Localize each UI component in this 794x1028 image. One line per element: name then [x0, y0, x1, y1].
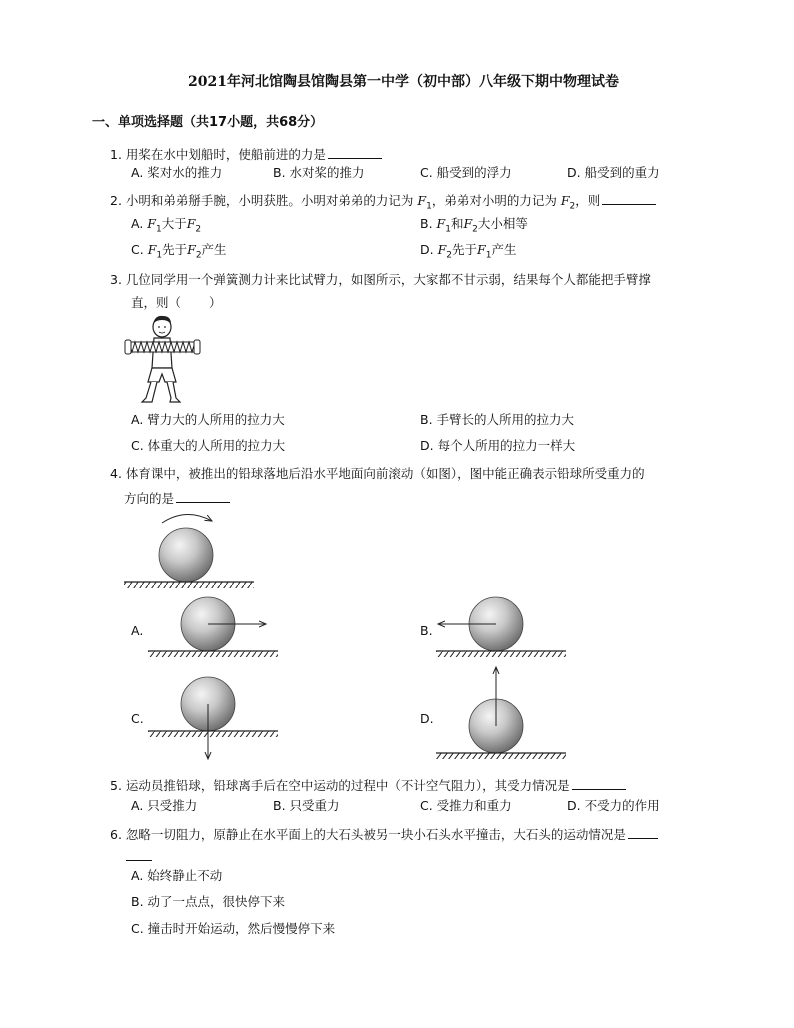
question-1-stem: 1. 用桨在水中划船时，使船前进的力是	[110, 146, 382, 162]
q3-option-b[interactable]: B. 手臂长的人所用的拉力大	[420, 412, 575, 427]
q1-option-c[interactable]: C. 船受到的浮力	[420, 165, 512, 180]
q2-option-c[interactable]: C. $F_1$先于$F_2$产生	[131, 242, 227, 261]
q5-option-d[interactable]: D. 不受力的作用	[567, 798, 660, 813]
q2-option-a[interactable]: A. $F_1$大于$F_2$	[131, 216, 202, 235]
ball-arrow-up-figure[interactable]	[436, 664, 566, 766]
q6-option-a[interactable]: A. 始终静止不动	[131, 868, 223, 883]
answer-blank[interactable]	[628, 826, 658, 839]
q4-option-c[interactable]: C.	[131, 711, 144, 726]
q1-option-b[interactable]: B. 水对桨的推力	[273, 165, 365, 180]
answer-blank[interactable]	[176, 490, 230, 503]
ball-arrow-right-figure[interactable]	[148, 596, 278, 660]
question-3-stem-line2: 直，则（ ）	[131, 295, 222, 310]
answer-blank[interactable]	[602, 192, 656, 205]
question-5-stem: 5. 运动员推铅球，铅球离手后在空中运动的过程中（不计空气阻力），其受力情况是	[110, 777, 626, 793]
answer-blank[interactable]	[572, 777, 626, 790]
q3-option-d[interactable]: D. 每个人所用的拉力一样大	[420, 438, 576, 453]
q4-option-a[interactable]: A.	[131, 623, 144, 638]
q4-option-d[interactable]: D.	[420, 711, 434, 726]
rolling-ball-figure	[124, 505, 254, 587]
q6-option-c[interactable]: C. 撞击时开始运动，然后慢慢停下来	[131, 921, 336, 936]
q6-option-b[interactable]: B. 动了一点点，很快停下来	[131, 894, 286, 909]
q5-option-c[interactable]: C. 受推力和重力	[420, 798, 512, 813]
question-4-stem-line1: 4. 体育课中，被推出的铅球落地后沿水平地面向前滚动（如图），图中能正确表示铅球所受重力的	[110, 466, 645, 481]
spring-scale-person-figure	[124, 314, 204, 406]
q1-option-a[interactable]: A. 桨对水的推力	[131, 165, 223, 180]
answer-blank[interactable]	[328, 146, 382, 159]
q5-option-a[interactable]: A. 只受推力	[131, 798, 198, 813]
q3-option-c[interactable]: C. 体重大的人所用的拉力大	[131, 438, 286, 453]
question-4-stem-line2: 方向的是	[124, 490, 230, 506]
q2-option-d[interactable]: D. $F_2$先于$F_1$产生	[420, 242, 517, 261]
answer-blank-continued[interactable]	[126, 848, 152, 861]
q4-option-b[interactable]: B.	[420, 623, 433, 638]
q1-option-d[interactable]: D. 船受到的重力	[567, 165, 660, 180]
section-heading: 一、单项选择题（共17小题，共68分）	[92, 115, 324, 130]
question-2-stem: 2. 小明和弟弟掰手腕，小明获胜。小明对弟弟的力记为 $F_1$，弟弟对小明的力记为 $F_2$，则	[110, 192, 656, 212]
page-title: 2021年河北馆陶县馆陶县第一中学（初中部）八年级下期中物理试卷	[188, 74, 619, 90]
q2-option-b[interactable]: B. $F_1$和$F_2$大小相等	[420, 216, 528, 235]
q5-option-b[interactable]: B. 只受重力	[273, 798, 340, 813]
question-3-stem-line1: 3. 几位同学用一个弹簧测力计来比试臂力，如图所示，大家都不甘示弱，结果每个人都能把手臂撑	[110, 272, 651, 287]
question-6-stem: 6. 忽略一切阻力，原静止在水平面上的大石头被另一块小石头水平撞击，大石头的运动情况是	[110, 826, 658, 842]
q3-option-a[interactable]: A. 臂力大的人所用的拉力大	[131, 412, 285, 427]
ball-arrow-left-figure[interactable]	[436, 596, 566, 660]
ball-arrow-down-figure[interactable]	[148, 676, 278, 762]
